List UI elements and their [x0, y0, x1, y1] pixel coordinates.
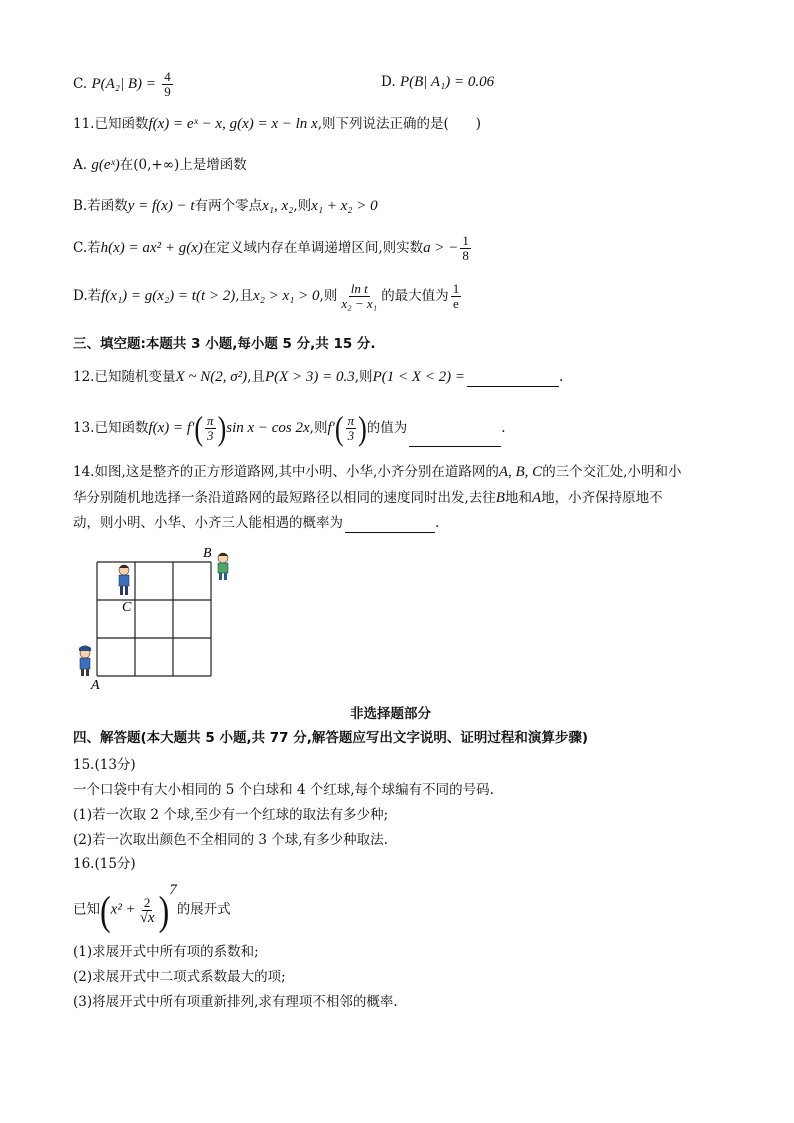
label-a: A	[91, 678, 100, 690]
q10-option-c-expr: P(A₂| B) =	[91, 76, 156, 92]
person-xiaoming-icon	[79, 646, 91, 677]
q13-answer-blank[interactable]	[409, 432, 501, 447]
q13-fraction-1: $\frac{\pi}{3}$	[207, 413, 214, 443]
q11-option-a: A. g(eˣ)在(0,+∞)上是增函数	[73, 157, 247, 173]
q13: 13.已知函数f(x) = f′( $\frac{\pi}{3}$ )sin x − cos 2x,则f′( $\frac{\pi}{3}$ )的值为 .	[73, 409, 506, 447]
q11-option-c-fraction: $\frac{1}{8}$	[462, 233, 469, 263]
q16-part-2: (2)求展开式中二项式系数最大的项;	[73, 969, 286, 985]
section-3-title: 三、填空题:本题共 3 小题,每小题 5 分,共 15 分.	[73, 336, 376, 352]
person-xiaohua-icon	[218, 553, 228, 580]
q11-option-d: D.若f(x₁) = g(x₂) = t(t > 2),且x₂ > x₁ > 0,则 $\frac{\text{ln t}}{\text{x₂ − x₁}}$ 的最大值为 $\frac{1}{e}$	[73, 281, 460, 311]
q10-option-d-expr: P(B| A₁) = 0.06	[399, 74, 495, 90]
q15-header: 15.(13分)	[73, 757, 136, 773]
q15-stem: 一个口袋中有大小相同的 5 个白球和 4 个红球,每个球编有不同的号码.	[73, 782, 494, 798]
label-b: B	[203, 546, 212, 561]
q11-stem: 11.已知函数f(x) = eˣ − x, g(x) = x − ln x,则下列说法正确的是( )	[73, 116, 482, 132]
q11-option-d-fraction-2: $\frac{1}{e}$	[452, 281, 460, 311]
q15-part-1: (1)若一次取 2 个球,至少有一个红球的取法有多少种;	[73, 807, 389, 823]
q14-road-grid-figure	[70, 540, 240, 690]
q10-option-c: C. P(A₂| B) = $\frac{4}{9}$	[73, 69, 171, 99]
q16-part-3: (3)将展开式中所有项重新排列,求有理项不相邻的概率.	[73, 994, 398, 1010]
q14-answer-blank[interactable]	[345, 518, 435, 533]
section-4-title: 四、解答题(本大题共 5 小题,共 77 分,解答题应写出文字说明、证明过程和演算步骤)	[73, 730, 589, 746]
label-c: C	[122, 600, 132, 615]
q16-header: 16.(15分)	[73, 856, 136, 872]
q12: 12.已知随机变量X ~ N(2, σ²),且P(X > 3) = 0.3,则P(1 < X < 2) = .	[73, 369, 564, 385]
q11-option-b: B.若函数y = f(x) − t有两个零点x₁, x₂,则x₁ + x₂ > 0	[73, 198, 378, 214]
q10-option-c-fraction: $\frac{4}{9}$	[164, 69, 171, 99]
q16-part-1: (1)求展开式中所有项的系数和;	[73, 944, 259, 960]
q16-stem: 已知(x² + $\frac{2}{√x}$ )$^7$的展开式	[73, 882, 231, 934]
part-title: 非选择题部分	[350, 706, 431, 722]
q14-line-3: 动，则小明、小华、小齐三人能相遇的概率为 .	[73, 515, 440, 531]
q13-fraction-2: $\frac{\pi}{3}$	[347, 413, 355, 443]
q11-option-c: C.若h(x) = ax² + g(x)在定义域内存在单调递增区间,则实数a > − $\frac{1}{8}$	[73, 233, 469, 263]
q14-line-2: 华分别随机地选择一条沿道路网的最短路径以相同的速度同时出发,去往B地和A地，小齐保持原地不	[73, 490, 663, 506]
q16-fraction: $\frac{2}{√x}$	[139, 894, 155, 926]
q10-option-d: D. P(B| A₁) = 0.06	[381, 74, 495, 90]
q14-line-1: 14.如图,这是整齐的正方形道路网,其中小明、小华,小齐分别在道路网的A, B, C的三个交汇处,小明和小	[73, 464, 682, 480]
road-grid	[97, 562, 211, 676]
q15-part-2: (2)若一次取出颜色不全相同的 3 个球,有多少种取法.	[73, 832, 388, 848]
q11-option-d-fraction: $\frac{\text{ln t}}{\text{x₂ − x₁}}$	[341, 281, 378, 311]
person-xiaoqi-icon	[119, 565, 129, 595]
q12-answer-blank[interactable]	[467, 372, 559, 387]
